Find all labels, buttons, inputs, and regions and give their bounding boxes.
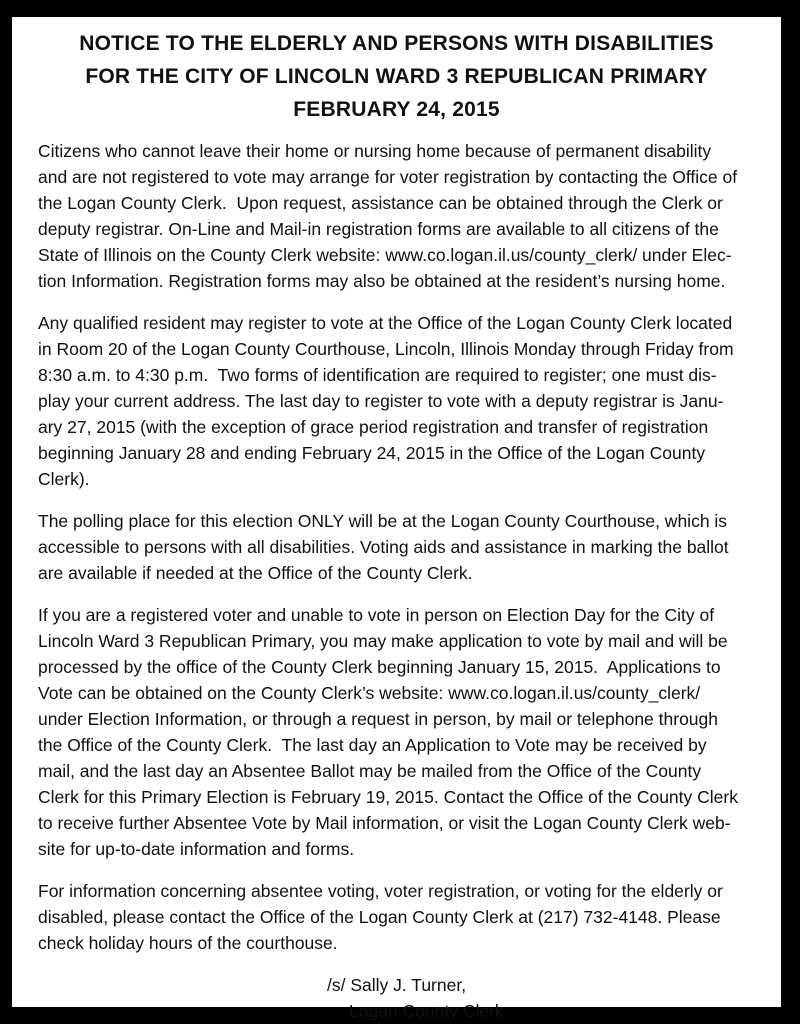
text-line: to receive further Absentee Vote by Mail information, or visit the Logan County Clerk web- — [38, 813, 731, 833]
text-line: processed by the office of the County Clerk beginning January 15, 2015. Applications to — [38, 657, 721, 677]
text-line: check holiday hours of the courthouse. — [38, 933, 338, 953]
text-line: Any qualified resident may register to vote at the Office of the Logan County Clerk located — [38, 313, 733, 333]
text-line: State of Illinois on the County Clerk website: www.co.logan.il.us/county_clerk/ under Elec- — [38, 245, 732, 265]
text-line: ary 27, 2015 (with the exception of grace period registration and transfer of registration — [38, 417, 709, 437]
text-line: Clerk). — [38, 469, 90, 489]
paragraph-contact-info — [38, 878, 775, 956]
text-line: mail, and the last day an Absentee Ballot may be mailed from the Office of the County — [38, 761, 702, 781]
text-line: and are not registered to vote may arrange for voter registration by contacting the Office of — [38, 167, 738, 187]
paragraph-vote-by-mail — [38, 602, 775, 862]
text-line: play your current address. The last day to register to vote with a deputy registrar is Janu- — [38, 391, 724, 411]
signature-title: Logan County Clerk — [349, 1001, 504, 1021]
signature-block — [327, 972, 775, 1024]
text-line: the Office of the County Clerk. The last day an Application to Vote may be received by — [38, 735, 707, 755]
text-line: If you are a registered voter and unable to vote in person on Election Day for the City of — [38, 605, 715, 625]
text-line: Lincoln Ward 3 Republican Primary, you may make application to vote by mail and will be — [38, 631, 728, 651]
text-line: in Room 20 of the Logan County Courthouse, Lincoln, Illinois Monday through Friday from — [38, 339, 734, 359]
text-line: deputy registrar. On-Line and Mail-in registration forms are available to all citizens of the — [38, 219, 719, 239]
notice-title-line-3: FEBRUARY 24, 2015 — [293, 98, 500, 121]
paragraph-registration — [38, 138, 775, 294]
text-line: Vote can be obtained on the County Clerk’s website: www.co.logan.il.us/county_clerk/ — [38, 683, 701, 703]
text-line: 8:30 a.m. to 4:30 p.m. Two forms of identification are required to register; one must dis- — [38, 365, 717, 385]
paragraph-register-in-person — [38, 310, 775, 492]
text-line: beginning January 28 and ending February 24, 2015 in the Office of the Logan County — [38, 443, 706, 463]
text-line: The polling place for this election ONLY will be at the Logan County Courthouse, which is — [38, 511, 728, 531]
notice-title-line-1: NOTICE TO THE ELDERLY AND PERSONS WITH DISABILITIES — [79, 32, 714, 55]
paragraph-polling-place — [38, 508, 775, 586]
notice-title-line-2: FOR THE CITY OF LINCOLN WARD 3 REPUBLICAN PRIMARY — [85, 65, 708, 88]
notice-body — [38, 138, 775, 1024]
text-line: accessible to persons with all disabilities. Voting aids and assistance in marking the ballot — [38, 537, 729, 557]
text-line: site for up-to-date information and forms. — [38, 839, 355, 859]
text-line: are available if needed at the Office of the County Clerk. — [38, 563, 473, 583]
text-line: Citizens who cannot leave their home or nursing home because of permanent disability — [38, 141, 712, 161]
text-line: Clerk for this Primary Election is February 19, 2015. Contact the Office of the County Clerk — [38, 787, 738, 807]
text-line: disabled, please contact the Office of the Logan County Clerk at (217) 732-4148. Please — [38, 907, 721, 927]
text-line: under Election Information, or through a request in person, by mail or telephone through — [38, 709, 718, 729]
signature-name: /s/ Sally J. Turner, — [327, 975, 467, 995]
notice-sheet — [12, 17, 781, 1021]
notice-title — [12, 27, 781, 126]
text-line: For information concerning absentee voting, voter registration, or voting for the elderly or — [38, 881, 723, 901]
text-line: the Logan County Clerk. Upon request, assistance can be obtained through the Clerk or — [38, 193, 723, 213]
text-line: tion Information. Registration forms may also be obtained at the resident’s nursing home. — [38, 271, 726, 291]
